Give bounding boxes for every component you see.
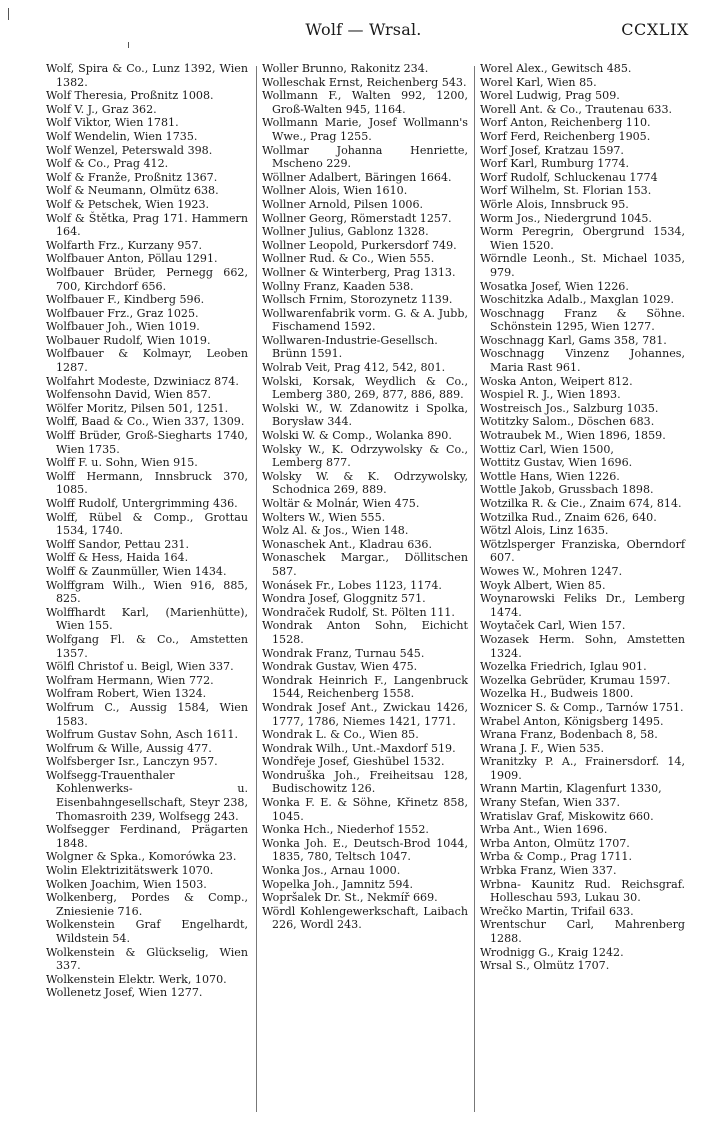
directory-entry: Wörle Alois, Innsbruck 95. [480,197,629,211]
directory-entry: Wolf & Franže, Proßnitz 1367. [46,170,218,184]
directory-entry: Worf Wilhelm, St. Florian 153. [480,184,652,198]
directory-entry: Wondruška Joh., Freiheitsau 128, Budischowitz 126. [262,768,468,796]
directory-entry: Wolters W., Wien 555. [262,510,386,524]
directory-entry: Wolf Wenzel, Peterswald 398. [46,143,213,157]
margin-mark [128,42,129,48]
directory-entry: Wrodnigg G., Kraig 1242. [480,945,624,959]
directory-entry: Worel Ludwig, Prag 509. [480,89,620,103]
directory-entry: Wollner Rud. & Co., Wien 555. [262,252,435,266]
directory-entry: Worm Peregrin, Obergrund 1534, Wien 1520. [480,225,685,252]
directory-entry: Wondrak Anton Sohn, Eichicht 1528. [262,619,468,646]
directory-entry: Woller Brunno, Rakonitz 234. [262,62,429,75]
directory-entry: Worf Karl, Rumburg 1774. [480,157,630,171]
directory-entry: Wolf & Neumann, Olmütz 638. [46,184,219,198]
directory-entry: Wondrak Wilh., Unt.-Maxdorf 519. [262,741,456,755]
directory-entry: Wozelka Gebrüder, Krumau 1597. [480,673,671,687]
directory-entry: Wowes W., Mohren 1247. [480,564,623,578]
directory-entry: Wolski W. & Comp., Wolanka 890. [262,429,452,443]
column-divider [256,66,257,1112]
directory-entry: Wolff Sandor, Pettau 231. [46,537,189,551]
directory-entry: Woska Anton, Weipert 812. [480,374,633,388]
directory-entry: Wollner Georg, Römerstadt 1257. [262,211,452,225]
directory-entry: Wrana Franz, Bodenbach 8, 58. [480,728,658,742]
directory-entry: Wozelka Friedrich, Iglau 901. [480,660,647,674]
directory-entry: Wolfrum & Wille, Aussig 477. [46,741,212,755]
directory-entry: Worf Josef, Kratzau 1597. [480,143,624,157]
margin-mark [8,8,9,20]
directory-entry: Wötzlsperger Franziska, Oberndorf 607. [480,537,685,565]
directory-column-3 [480,62,685,973]
column-divider [474,66,475,1112]
directory-entry: Wolfram Hermann, Wien 772. [46,673,214,687]
page-header [0,14,727,44]
directory-entry: Wrabel Anton, Königsberg 1495. [480,714,664,728]
directory-entry: Wolf & Štětka, Prag 171. Hammern 164. [46,211,248,239]
directory-entry: Woschnagg Franz & Söhne. Schönstein 1295, Wien 1277. [480,306,685,334]
directory-entry: Worf Rudolf, Schluckenau 1774 [480,170,658,184]
directory-entry: Wollwaren-Industrie-Gesellsch. Brünn 1591. [262,333,438,361]
directory-entry: Wolkenstein & Glückselig, Wien 337. [46,945,248,973]
directory-entry: Wolf & Co., Prag 412. [46,157,169,171]
directory-entry: Wolffhardt Karl, (Marienhütte), Wien 155. [46,605,248,633]
directory-entry: Wondra Josef, Gloggnitz 571. [262,592,426,606]
directory-entry: Wranitzky P. A., Frainersdorf. 14, 1909. [480,755,685,782]
directory-entry: Wonaschek Ant., Kladrau 636. [262,537,432,551]
directory-entry: Wottle Hans, Wien 1226. [480,469,620,483]
directory-entry: Wopelka Joh., Jamnitz 594. [262,877,414,891]
directory-entry: Wötzl Alois, Linz 1635. [480,524,609,538]
directory-entry: Wondrak Franz, Turnau 545. [262,646,425,660]
directory-entry: Wrann Martin, Klagenfurt 1330, [480,782,662,796]
directory-entry: Woschitzka Adalb., Maxglan 1029. [480,293,674,307]
directory-entry: Wolbauer Rudolf, Wien 1019. [46,333,211,347]
directory-entry: Wopršalek Dr. St., Nekmíř 669. [262,891,438,905]
directory-entry: Wolfsegger Ferdinand, Prägarten 1848. [46,823,248,850]
directory-entry: Woynarowski Feliks Dr., Lemberg 1474. [480,592,685,619]
directory-entry: Worm Jos., Niedergrund 1045. [480,211,652,225]
directory-entry: Wolf, Spira & Co., Lunz 1392, Wien 1382. [46,62,248,89]
directory-entry: Worell Ant. & Co., Trautenau 633. [480,102,673,116]
directory-entry: Wölfl Christof u. Beigl, Wien 337. [46,660,234,674]
directory-entry: Wotitzky Salom., Döschen 683. [480,415,655,429]
directory-entry: Wolfensohn David, Wien 857. [46,388,212,402]
directory-entry: Wospiel R. J., Wien 1893. [480,388,621,402]
directory-entry: Wollner Arnold, Pilsen 1006. [262,197,424,211]
directory-column-2 [262,62,468,932]
directory-entry: Wondrak Gustav, Wien 475. [262,660,418,674]
directory-entry: Wolfrum Gustav Sohn, Asch 1611. [46,728,239,742]
directory-entry: Wrentschur Carl, Mahrenberg 1288. [480,918,685,945]
directory-entry: Wrbna- Kaunitz Rud. Reichsgraf. Holleschau 593, Lukau 30. [480,877,685,905]
directory-entry: Wolf & Petschek, Wien 1923. [46,197,210,211]
directory-entry: Wolfbauer F., Kindberg 596. [46,293,205,307]
directory-entry: Wrany Stefan, Wien 337. [480,796,620,810]
directory-entry: Wondrak Josef Ant., Zwickau 1426, 1777, 1786, Niemes 1421, 1771. [262,700,468,728]
directory-entry: Wollner & Winterberg, Prag 1313. [262,265,456,279]
directory-entry: Wöllner Adalbert, Bäringen 1664. [262,170,452,184]
directory-entry: Wonásek Fr., Lobes 1123, 1174. [262,578,442,592]
directory-entry: Wollenetz Josef, Wien 1277. [46,986,203,1000]
directory-entry: Woschnagg Karl, Gams 358, 781. [480,333,667,347]
directory-entry: Wolz Al. & Jos., Wien 148. [262,524,409,538]
directory-entry: Wondřeje Josef, Gieshübel 1532. [262,755,445,769]
directory-entry: Wollmann F., Walten 992, 1200, Groß-Walten 945, 1164. [262,89,468,116]
directory-entry: Wrana J. F., Wien 535. [480,741,604,755]
directory-entry: Wolfsegg-Trauenthaler Kohlenwerks- u. Eisenbahngesellschaft, Steyr 238, Thomasroith 239, Wolfsegg 243. [46,768,248,823]
directory-column-1 [46,62,248,1000]
directory-entry: Wollwarenfabrik vorm. G. & A. Jubb, Fischamend 1592. [262,306,468,334]
directory-entry: Wolff & Hess, Haida 164. [46,551,189,565]
directory-entry: Wolkenstein Elektr. Werk, 1070. [46,972,227,986]
directory-entry: Wozasek Herm. Sohn, Amstetten 1324. [480,632,685,660]
directory-entry: Wolleschak Ernst, Reichenberg 543. [262,75,467,89]
directory-entry: Worf Anton, Reichenberg 110. [480,116,651,130]
directory-entry: Wratislav Graf, Miskowitz 660. [480,809,654,823]
directory-entry: Wollmar Johanna Henriette, Mscheno 229. [262,143,468,171]
directory-entry: Wolff, Rübel & Comp., Grottau 1534, 1740. [46,510,248,538]
directory-entry: Worf Ferd, Reichenberg 1905. [480,129,651,143]
directory-entry: Wolin Elektrizitätswerk 1070. [46,864,214,878]
directory-entry: Wördl Kohlengewerkschaft, Laibach 226, Wordl 243. [262,904,468,932]
directory-entry: Wrbka Franz, Wien 337. [480,864,617,878]
directory-entry: Wotzilka R. & Cie., Znaim 674, 814. [480,497,682,510]
directory-entry: Wolfbauer Joh., Wien 1019. [46,320,200,334]
directory-entry: Wolski W., W. Zdanowitz i Spolka, Borysław 344. [262,401,468,429]
directory-entry: Wondrak Heinrich F., Langenbruck 1544, Reichenberg 1558. [262,673,468,701]
directory-entry: Wottitz Gustav, Wien 1696. [480,456,633,470]
directory-entry: Wolrab Veit, Prag 412, 542, 801. [262,361,446,375]
directory-entry: Wottle Jakob, Grussbach 1898. [480,483,654,497]
directory-entry: Wostreisch Jos., Salzburg 1035. [480,401,659,415]
directory-entry: Wrba Anton, Olmütz 1707. [480,836,630,850]
directory-entry: Wonka F. E. & Söhne, Křinetz 858, 1045. [262,796,468,823]
directory-entry: Wonaschek Margar., Döllitschen 587. [262,551,468,578]
directory-entry: Wrba Ant., Wien 1696. [480,823,608,837]
directory-entry: Wolken Joachim, Wien 1503. [46,877,207,891]
directory-entry: Wollner Julius, Gablonz 1328. [262,225,429,239]
directory-entry: Wosatka Josef, Wien 1226. [480,279,629,293]
directory-entry: Wolgner & Spka., Komorówka 23. [46,850,237,864]
directory-entry: Wollner Leopold, Purkersdorf 749. [262,238,457,252]
directory-entry: Wonka Hch., Niederhof 1552. [262,823,429,837]
directory-entry: Wondrak L. & Co., Wien 85. [262,728,419,742]
directory-entry: Wollner Alois, Wien 1610. [262,184,408,198]
directory-entry: Wolfsberger Isr., Lanczyn 957. [46,755,218,769]
page-number: CCXLIX [621,20,689,39]
directory-entry: Woznicer S. & Comp., Tarnów 1751. [480,700,684,714]
directory-entry: Wrečko Martin, Trifail 633. [480,904,634,918]
directory-entry: Woschnagg Vinzenz Johannes, Maria Rast 961. [480,347,685,375]
directory-entry: Wolski, Korsak, Weydlich & Co., Lemberg 380, 269, 877, 886, 889. [262,374,468,402]
directory-entry: Wotzilka Rud., Znaim 626, 640. [480,510,657,524]
directory-entry: Wolfbauer Brüder, Pernegg 662, 700, Kirchdorf 656. [46,265,248,293]
directory-entry: Wolkenberg, Pordes & Comp., Zniesienie 716. [46,891,248,918]
directory-entry: Wölfer Moritz, Pilsen 501, 1251. [46,401,229,415]
directory-entry: Wolff Rudolf, Untergrimming 436. [46,497,238,510]
directory-entry: Wottiz Carl, Wien 1500, [480,442,614,456]
directory-entry: Worel Karl, Wien 85. [480,75,597,89]
page-title: Wolf — Wrsal. [305,20,422,39]
directory-entry: Wolsky W. & K. Odrzywolsky, Schodnica 269, 889. [262,469,468,497]
directory-entry: Wollmann Marie, Josef Wollmann's Wwe., Prag 1255. [262,116,468,143]
directory-entry: Wolfarth Frz., Kurzany 957. [46,238,203,252]
directory-entry: Wollny Franz, Kaaden 538. [262,279,414,293]
directory-entry: Wolf Wendelin, Wien 1735. [46,129,198,143]
directory-entry: Wolfahrt Modeste, Dzwiniacz 874. [46,374,239,388]
directory-entry: Wrsal S., Olmütz 1707. [480,959,610,973]
directory-entry: Wolf Viktor, Wien 1781. [46,116,179,130]
directory-entry: Worel Alex., Gewitsch 485. [480,62,632,75]
directory-entry: Wozelka H., Budweis 1800. [480,687,634,701]
directory-entry: Wonka Joh. E., Deutsch-Brod 1044, 1835, 780, Teltsch 1047. [262,836,468,864]
directory-entry: Wrba & Comp., Prag 1711. [480,850,632,864]
directory-entry: Wolff & Zaunmüller, Wien 1434. [46,564,227,578]
directory-entry: Wolffgram Wilh., Wien 916, 885, 825. [46,578,248,606]
directory-entry: Wolkenstein Graf Engelhardt, Wildstein 54. [46,918,248,945]
directory-entry: Wondraček Rudolf, St. Pölten 111. [262,605,455,619]
directory-entry: Wolfbauer & Kolmayr, Leoben 1287. [46,347,248,375]
directory-entry: Wolff Brüder, Groß-Siegharts 1740, Wien 1735. [46,429,248,456]
directory-entry: Wolff F. u. Sohn, Wien 915. [46,456,198,470]
directory-entry: Wonka Jos., Arnau 1000. [262,864,401,878]
directory-entry: Wolfgang Fl. & Co., Amstetten 1357. [46,632,248,660]
directory-entry: Wolf Theresia, Proßnitz 1008. [46,89,214,103]
directory-entry: Woltär & Molnár, Wien 475. [262,497,420,510]
directory-entry: Wolfrum C., Aussig 1584, Wien 1583. [46,700,248,728]
directory-entry: Wolf V. J., Graz 362. [46,102,157,116]
directory-entry: Wörndle Leonh., St. Michael 1035, 979. [480,252,685,279]
directory-entry: Wolfram Robert, Wien 1324. [46,687,207,701]
directory-entry: Wolfbauer Anton, Pöllau 1291. [46,252,218,266]
directory-entry: Woytaček Carl, Wien 157. [480,619,626,633]
directory-entry: Wolff Hermann, Innsbruck 370, 1085. [46,469,248,497]
directory-entry: Wolff, Baad & Co., Wien 337, 1309. [46,415,245,429]
directory-entry: Wolsky W., K. Odrzywolsky & Co., Lemberg 877. [262,442,468,470]
directory-entry: Wolfbauer Frz., Graz 1025. [46,306,199,320]
directory-entry: Wotraubek M., Wien 1896, 1859. [480,429,666,443]
directory-entry: Woyk Albert, Wien 85. [480,578,606,592]
directory-entry: Wollsch Frnim, Storozynetz 1139. [262,293,453,307]
